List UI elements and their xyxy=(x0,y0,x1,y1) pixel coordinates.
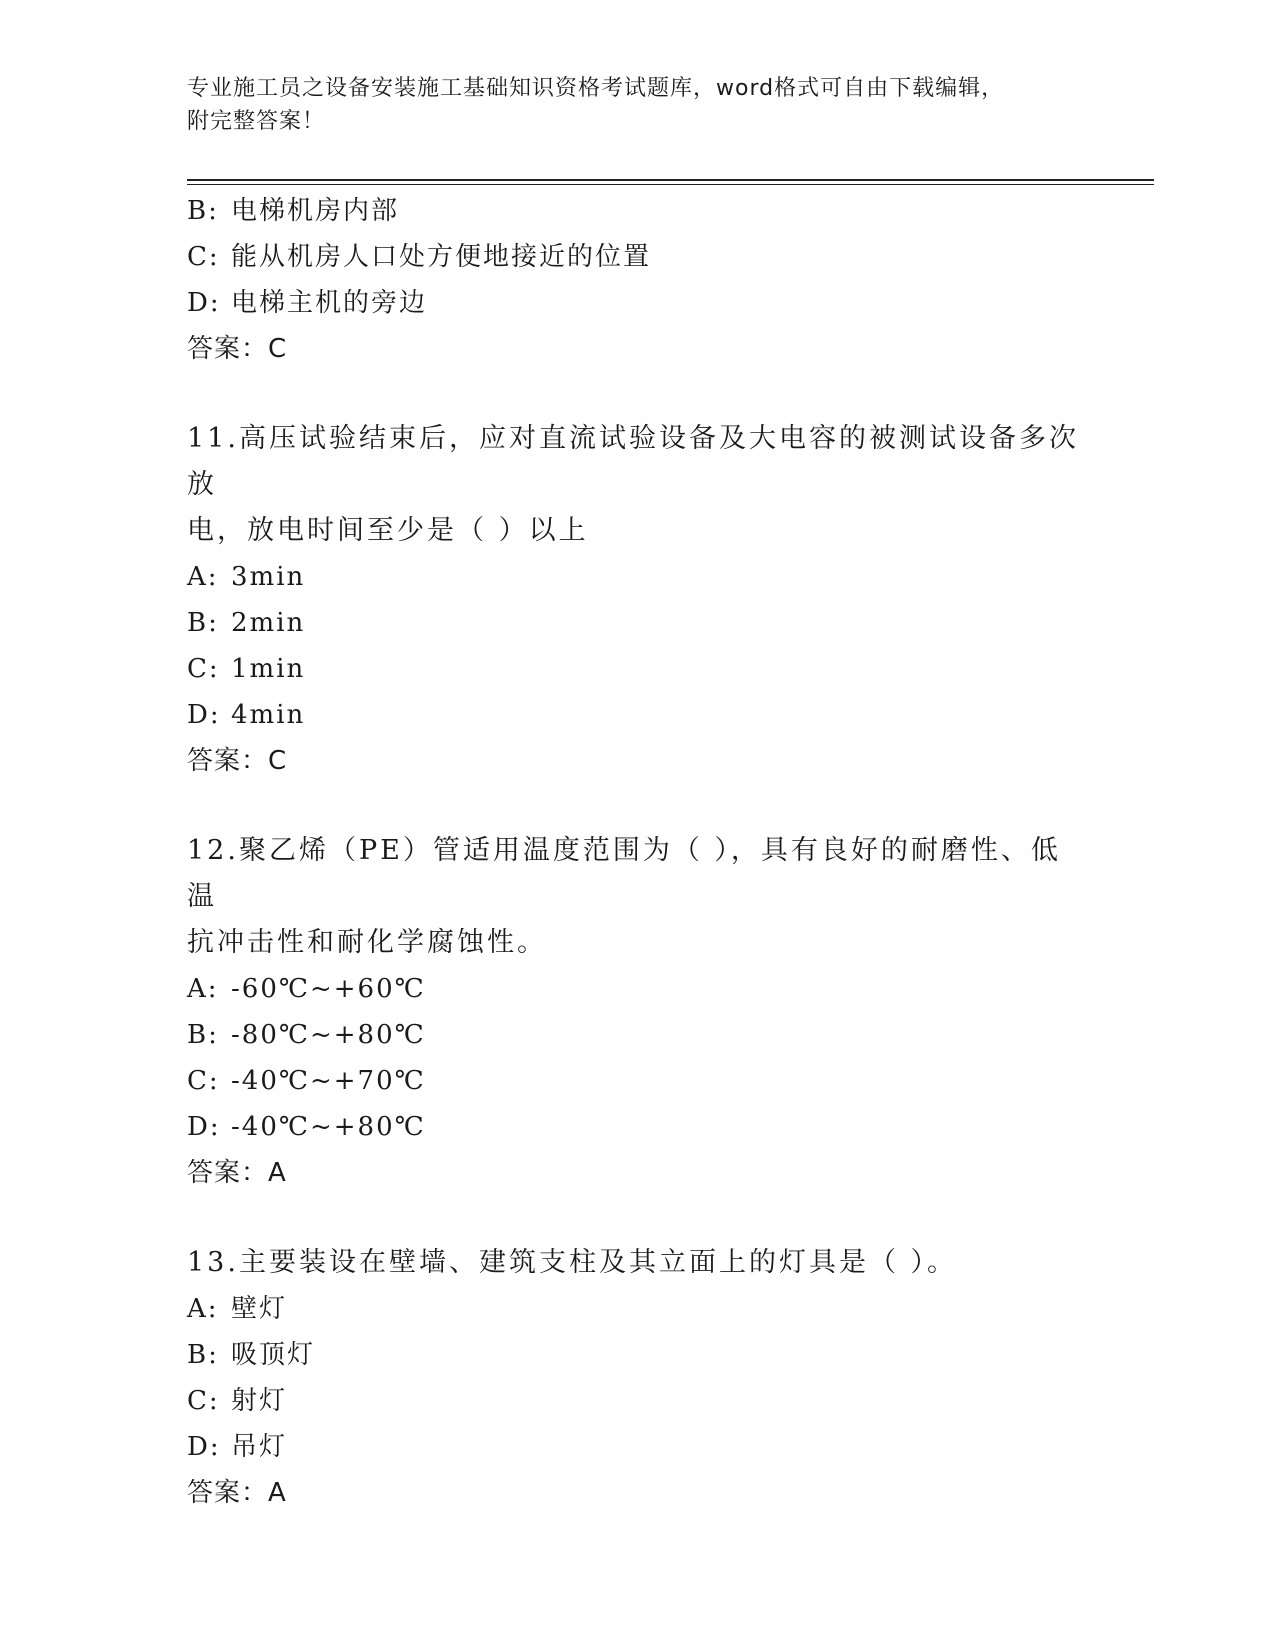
answer-line: 答案：A xyxy=(187,1478,287,1508)
option-key: D: xyxy=(187,288,221,318)
option-a xyxy=(187,966,1087,1012)
option-key: B: xyxy=(187,1020,219,1050)
option-text: 3min xyxy=(231,562,306,592)
option-text: -80℃~+80℃ xyxy=(231,1020,426,1050)
question-12 xyxy=(187,828,1087,1196)
option-key: A: xyxy=(187,1294,219,1324)
option-key: A: xyxy=(187,974,219,1004)
option-text: 电梯机房内部 xyxy=(231,196,400,226)
option-text: 射灯 xyxy=(231,1386,288,1416)
option-key: D: xyxy=(187,1112,221,1142)
stem-line-2: 抗冲击性和耐化学腐蚀性。 xyxy=(187,927,547,958)
header-title-line-1: 专业施工员之设备安装施工基础知识资格考试题库，word格式可自由下载编辑， xyxy=(187,76,1005,101)
question-stem xyxy=(187,416,1087,554)
stem-line-1: 13.主要装设在壁墙、建筑支柱及其立面上的灯具是（ ）。 xyxy=(187,1247,958,1278)
stem-line-1: 11.高压试验结束后，应对直流试验设备及大电容的被测试设备多次放 xyxy=(187,423,1079,500)
header-title-line-2: 附完整答案！ xyxy=(187,109,326,134)
question-13 xyxy=(187,1240,1087,1516)
option-text: -60℃~+60℃ xyxy=(231,974,426,1004)
question-11 xyxy=(187,416,1087,784)
question-stem xyxy=(187,828,1087,966)
option-key: B: xyxy=(187,1340,219,1370)
option-a xyxy=(187,1286,1087,1332)
option-key: D: xyxy=(187,700,221,730)
option-b xyxy=(187,1012,1087,1058)
option-a xyxy=(187,554,1087,600)
option-d xyxy=(187,1104,1087,1150)
option-c xyxy=(187,1378,1087,1424)
question-gap xyxy=(187,1196,1087,1240)
option-b xyxy=(187,188,1087,234)
option-key: C: xyxy=(187,242,220,272)
answer-line: 答案：A xyxy=(187,1158,287,1188)
stem-line-1: 12.聚乙烯（PE）管适用温度范围为（ ），具有良好的耐磨性、低温 xyxy=(187,835,1061,912)
option-text: 电梯主机的旁边 xyxy=(231,288,428,318)
option-b xyxy=(187,600,1087,646)
option-key: C: xyxy=(187,1066,220,1096)
document-header xyxy=(187,72,1067,138)
option-text: 1min xyxy=(231,654,306,684)
option-d xyxy=(187,1424,1087,1470)
answer-line: 答案：C xyxy=(187,746,288,776)
option-text: 2min xyxy=(231,608,306,638)
option-key: C: xyxy=(187,1386,220,1416)
option-text: 吊灯 xyxy=(231,1432,288,1462)
option-text: -40℃~+70℃ xyxy=(231,1066,426,1096)
question-gap xyxy=(187,372,1087,416)
option-text: 能从机房人口处方便地接近的位置 xyxy=(231,242,652,272)
question-fragment xyxy=(187,188,1087,372)
option-c xyxy=(187,1058,1087,1104)
option-text: -40℃~+80℃ xyxy=(231,1112,426,1142)
option-d xyxy=(187,692,1087,738)
option-text: 4min xyxy=(231,700,306,730)
option-key: D: xyxy=(187,1432,221,1462)
question-list xyxy=(187,188,1087,1516)
option-key: B: xyxy=(187,608,219,638)
option-text: 吸顶灯 xyxy=(231,1340,316,1370)
header-rule-thin xyxy=(187,184,1154,185)
option-b xyxy=(187,1332,1087,1378)
question-gap xyxy=(187,784,1087,828)
question-stem xyxy=(187,1240,1087,1286)
option-text: 壁灯 xyxy=(231,1294,288,1324)
stem-line-2: 电，放电时间至少是（ ）以上 xyxy=(187,515,589,546)
option-key: C: xyxy=(187,654,220,684)
header-rule-thick xyxy=(187,179,1154,181)
option-key: B: xyxy=(187,196,219,226)
option-c xyxy=(187,234,1087,280)
option-key: A: xyxy=(187,562,219,592)
option-c xyxy=(187,646,1087,692)
answer-line: 答案：C xyxy=(187,334,288,364)
option-d xyxy=(187,280,1087,326)
